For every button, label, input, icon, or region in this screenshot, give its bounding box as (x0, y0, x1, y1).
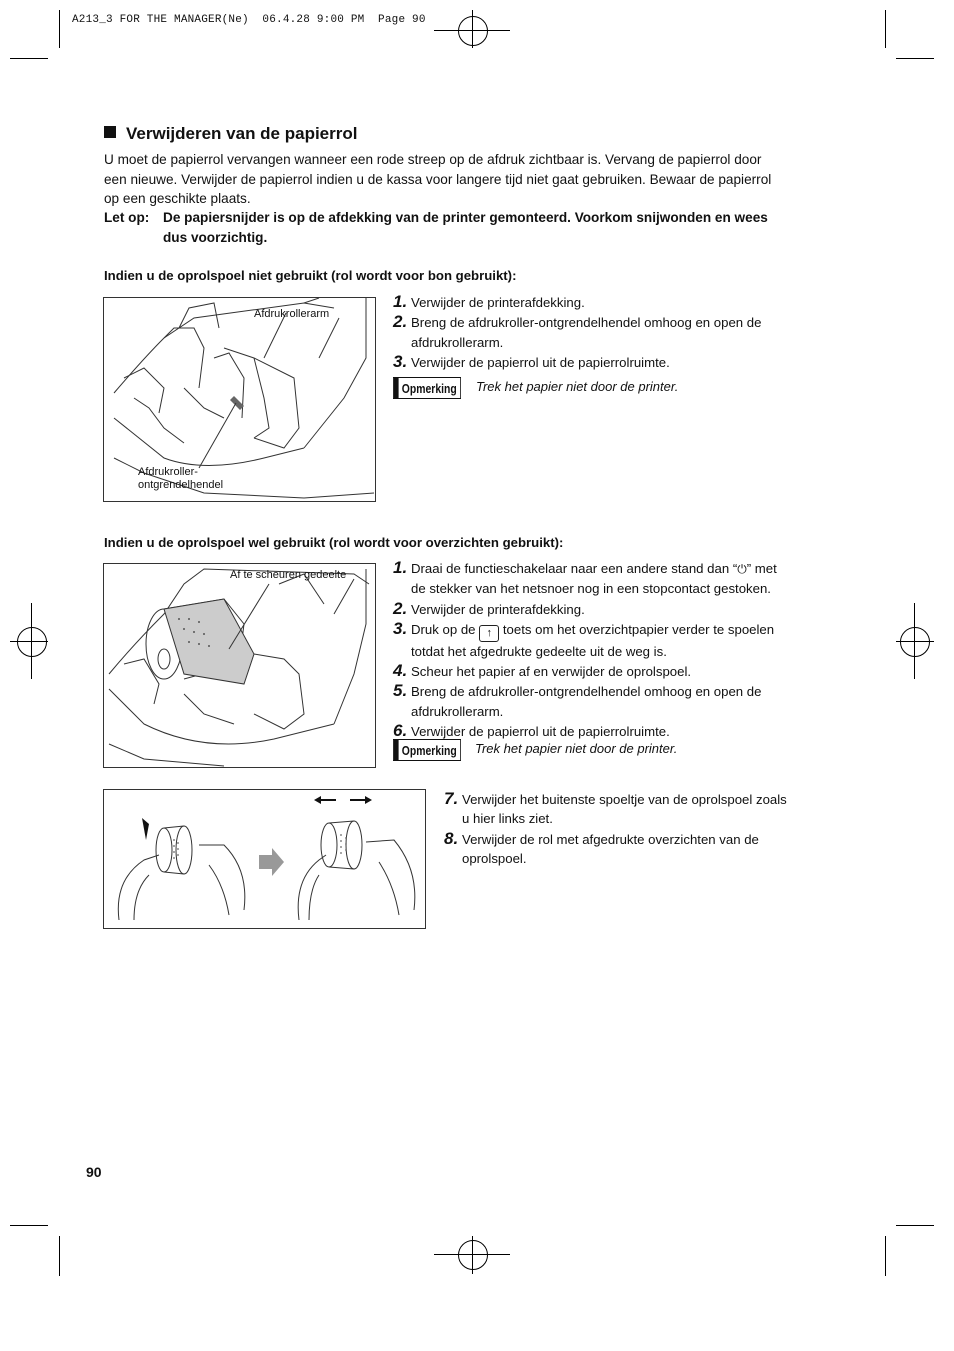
label-tear-off-part: Af te scheuren gedeelte (230, 569, 347, 581)
figure-take-up-spool (103, 563, 376, 768)
case1-steps: 1. Verwijder de printerafdekking. 2. Breng de afdrukroller-ontgrendelhendel omhoog en open de afdrukrollerarm. 3. Verwijder de papierrol uit de papierrolruimte. (393, 292, 833, 372)
note-text: Trek het papier niet door de printer. (475, 741, 678, 756)
page-number: 90 (86, 1164, 102, 1180)
step-8: 8. Verwijder de rol met afgedrukte overzichten van de (444, 828, 759, 848)
bullet-square-icon (104, 126, 116, 138)
intro-paragraph: U moet de papierrol vervangen wanneer een rode streep op de afdruk zichtbaar is. Vervang de papierrol door een nieuwe. Verwijder de papierrol indien u de kassa voor langere tijd niet gaat gebruiken. Bewaar de papierrol op een geschikte plaats. (104, 152, 772, 206)
step-6: 6. Verwijder de papierrol uit de papierrolruimte. (393, 721, 670, 741)
step-1: 1. Verwijder de printerafdekking. (393, 292, 585, 311)
step-7: 7. Verwijder het buitenste spoeltje van de oprolspoel zoals (444, 789, 787, 808)
step-1: 1. Draai de functieschakelaar naar een andere stand dan “⏻” met (393, 558, 777, 577)
label-roller-arm: Afdrukrollerarm (254, 308, 330, 320)
step-2: 2. Breng de afdrukroller-ontgrendelhendel omhoog en open de (393, 312, 762, 332)
step-3: 3. Verwijder de papierrol uit de papierrolruimte. (393, 351, 670, 371)
case1-heading: Indien u de oprolspoel niet gebruikt (rol wordt voor bon gebruikt): (104, 268, 517, 283)
caution-block: Let op: De papiersnijder is op de afdekking van de printer gemonteerd. Voorkom snijwonden en wees dus voorzichtig. (104, 210, 768, 245)
step-3: 3. Druk op de ↑ toets om het overzichtpapier verder te spoelen (393, 619, 833, 642)
note-badge: Opmerking (393, 739, 461, 761)
case2-steps-continued: 7. Verwijder het buitenste spoeltje van de oprolspoel zoals u hier links ziet. 8. Verwijder de rol met afgedrukte overzichten van de oprolspoel. (444, 789, 834, 868)
step-5: 5. Breng de afdrukroller-ontgrendelhendel omhoog en open de (393, 681, 762, 701)
paper-feed-key-icon: ↑ (479, 625, 499, 642)
note-bar-icon (394, 378, 399, 398)
note-bar-icon (394, 740, 399, 760)
section-title: Verwijderen van de papierrol (104, 124, 357, 144)
figure-printer-open (103, 297, 376, 502)
step-4: 4. Scheur het papier af en verwijder de oprolspoel. (393, 661, 692, 681)
figure-remove-spool (103, 789, 426, 929)
case2-heading: Indien u de oprolspoel wel gebruikt (rol wordt voor overzichten gebruikt): (104, 535, 564, 550)
case2-steps: 1. Draai de functieschakelaar naar een andere stand dan “⏻” met de stekker van het netsnoer nog in een stopcontact gestoken. 2. Verwijder de printerafdekking. 3. Druk op de ↑ toets om het overzichtpapier verder te spoelen totdat het afgedrukte gedeelte uit de weg is. 4. Scheur het papier af en verwijder de oprolspoel. 5. Breng de afdrukroller-ontgrendelhendel omhoog en open de afdrukrollerarm. 6. Verwijder de papierrol uit de papierrolruimte. (393, 558, 833, 741)
note-badge: Opmerking (393, 377, 461, 399)
label-release-lever: Afdrukroller- ontgrendelhendel (138, 466, 224, 491)
take-up-spool-illustration (104, 564, 375, 767)
step-2: 2. Verwijder de printerafdekking. (393, 598, 585, 618)
note-text: Trek het papier niet door de printer. (476, 379, 679, 394)
power-off-icon: ⏻ (737, 562, 747, 576)
hands-spool-illustration (104, 790, 425, 928)
print-slug: A213_3 FOR THE MANAGER(Ne) 06.4.28 9:00 PM Page 90 (72, 14, 426, 26)
